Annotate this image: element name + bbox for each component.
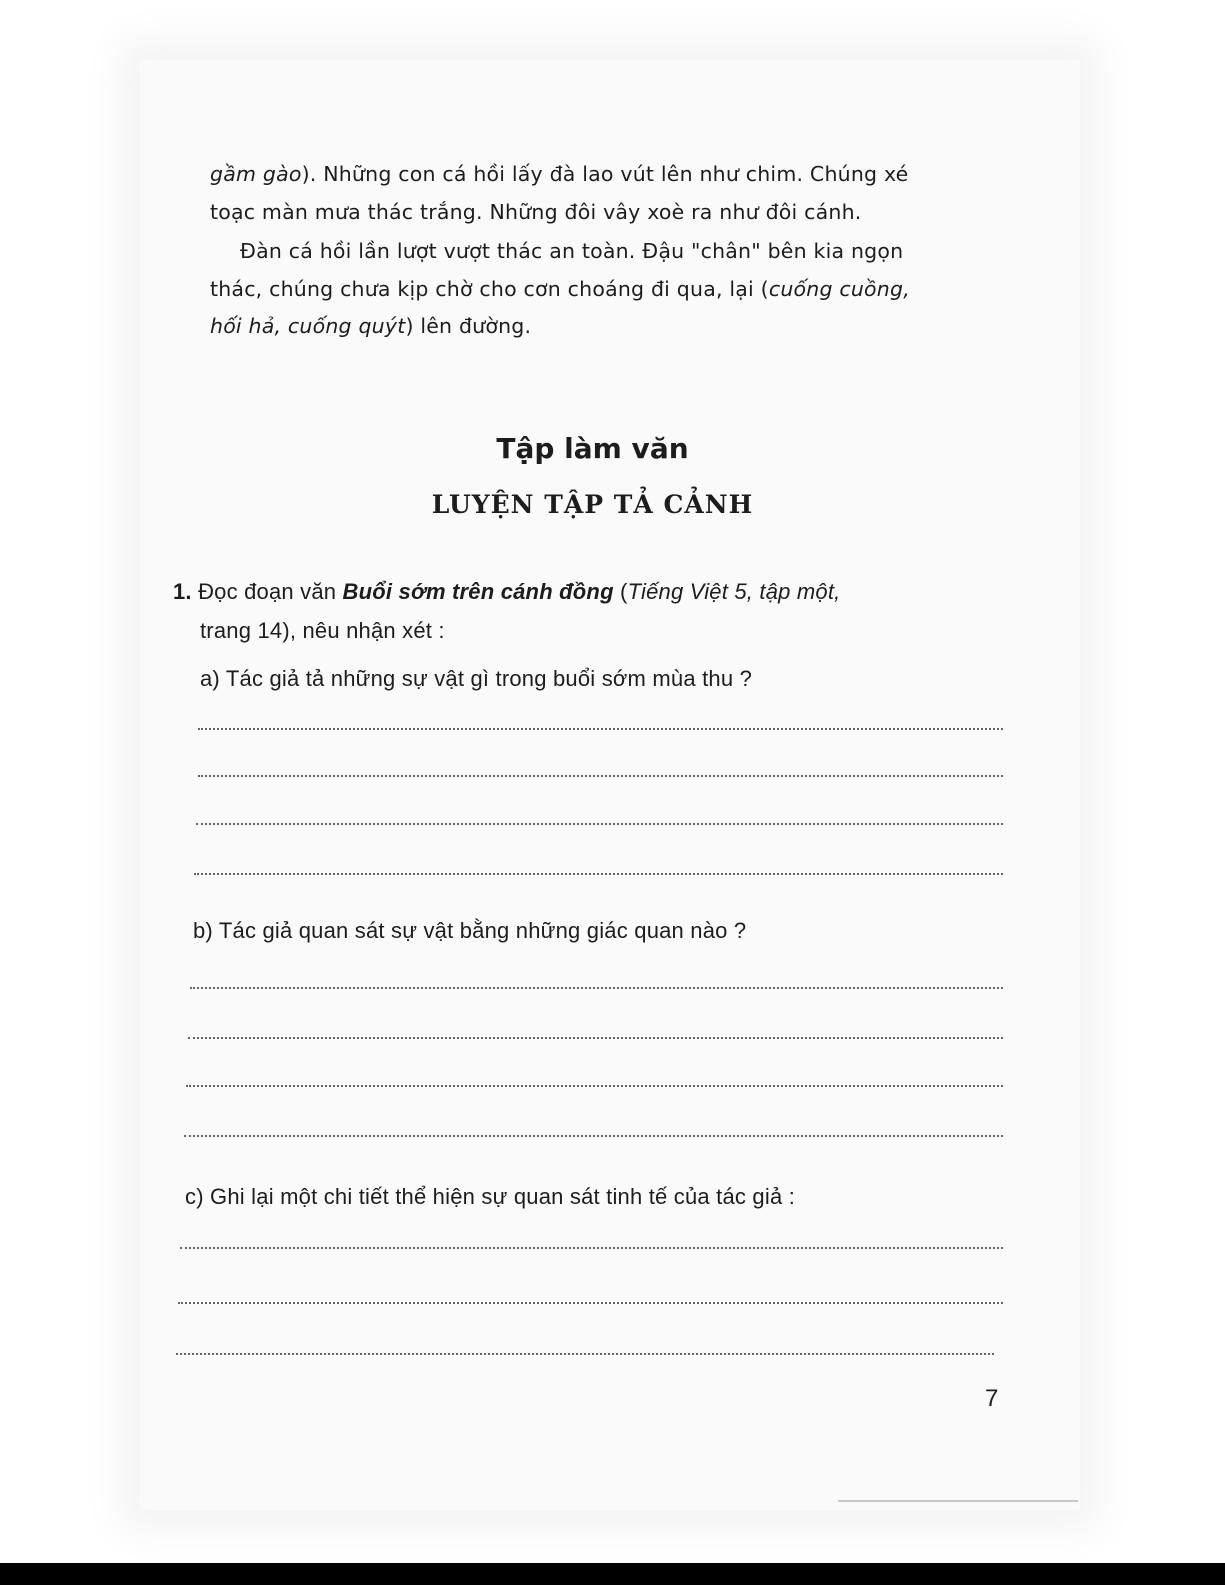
question-a: a) Tác giả tả những sự vật gì trong buổi sớm mùa thu ? (200, 666, 753, 691)
story-italic-word: gầm gào (210, 162, 302, 186)
exercise-number: 1. (173, 579, 192, 604)
story-italic-choice: hối hả, cuống quýt (210, 314, 406, 338)
story-text: thác, chúng chưa kịp chờ cho cơn choáng đi qua, lại ( (210, 277, 769, 301)
answer-line-a-2[interactable] (198, 775, 1003, 777)
story-line-5 (210, 307, 531, 345)
exercise-1-intro-line2: trang 14), nêu nhận xét : (200, 618, 445, 643)
answer-line-c-1[interactable] (180, 1247, 1003, 1249)
intro-text: ( (613, 579, 628, 604)
story-line-4 (210, 270, 910, 308)
story-line-2: toạc màn mưa thác trắng. Những đôi vây xoè ra như đôi cánh. (210, 200, 862, 224)
text-title: Buổi sớm trên cánh đồng (342, 579, 614, 604)
intro-text: Đọc đoạn văn (198, 579, 343, 604)
answer-line-b-4[interactable] (184, 1135, 1003, 1137)
scan-bottom-border (0, 1563, 1225, 1585)
footer-rule (838, 1500, 1078, 1502)
question-b: b) Tác giả quan sát sự vật bằng những giác quan nào ? (193, 918, 747, 943)
page-number: 7 (985, 1385, 999, 1412)
answer-line-a-4[interactable] (194, 873, 1003, 875)
answer-line-a-3[interactable] (196, 823, 1003, 825)
section-title: Tập làm văn (496, 432, 689, 465)
story-text: ) lên đường. (405, 314, 532, 338)
section-subtitle: LUYỆN TẬP TẢ CẢNH (431, 490, 754, 519)
story-text: ). Những con cá hồi lấy đà lao vút lên như chim. Chúng xé (301, 162, 909, 186)
answer-line-c-3[interactable] (176, 1353, 994, 1355)
exercise-1-intro (173, 573, 840, 611)
story-italic-choice: cuống cuồng, (768, 277, 910, 301)
question-c: c) Ghi lại một chi tiết thể hiện sự quan sát tinh tế của tác giả : (185, 1184, 796, 1209)
story-line-1 (210, 155, 908, 193)
answer-line-b-2[interactable] (188, 1037, 1003, 1039)
answer-line-b-1[interactable] (190, 987, 1003, 989)
source-reference: Tiếng Việt 5, tập một, (627, 579, 841, 604)
answer-line-a-1[interactable] (198, 728, 1003, 730)
answer-line-c-2[interactable] (178, 1302, 1003, 1304)
answer-line-b-3[interactable] (186, 1085, 1003, 1087)
story-line-3: Đàn cá hồi lần lượt vượt thác an toàn. Đậu "chân" bên kia ngọn (240, 239, 904, 263)
